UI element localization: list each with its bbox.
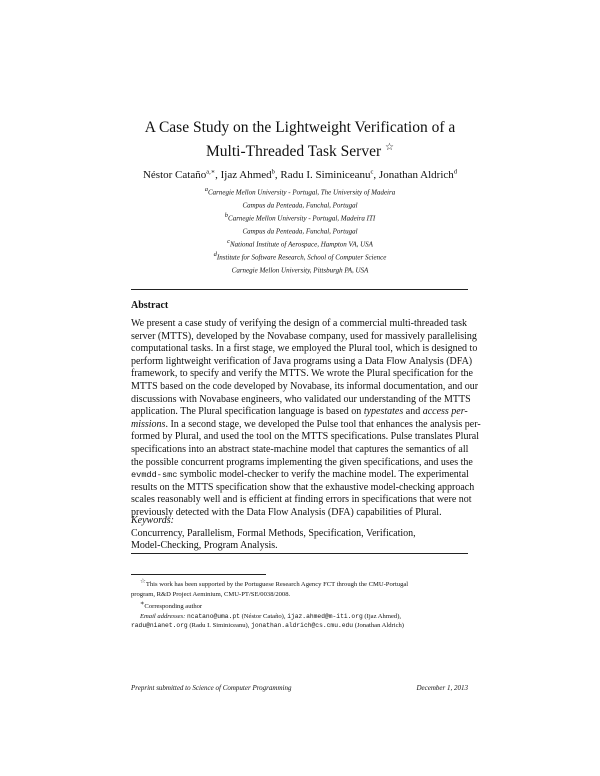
keywords-block: [131, 515, 468, 553]
abstract-text: discussions with Novabase engineers, who validated our understanding of the MTTS: [131, 393, 471, 405]
footnote-funding: [131, 577, 468, 590]
abstract-line: [131, 406, 468, 419]
abstract-line: [131, 368, 473, 381]
abstract-line: [131, 355, 473, 369]
author: [221, 169, 281, 181]
footnote-mark: ☆: [140, 578, 146, 585]
footnote-text: This work has been supported by the Portuguese Research Agency FCT through the CMU-Portugal: [145, 581, 409, 589]
affiliation-text: Carnegie Mellon University - Portugal, Madeira ITI: [228, 214, 376, 223]
abstract-text: MTTS based on the code developed by Novabase, its informal documentation, and our: [131, 380, 479, 392]
affiliation-text: Institute for Software Research, School of Computer Science: [216, 252, 387, 261]
email-owner: (Radu I. Siminiceanu),: [189, 622, 250, 630]
footnote-emails-cont: [131, 621, 468, 631]
abstract-line: [131, 481, 475, 495]
keywords-line: Concurrency, Parallelism, Formal Methods, Specification, Verification,: [131, 527, 416, 539]
abstract-text: server (MTTS), developed by the Novabase company, used for massively parallelising: [131, 330, 477, 342]
abstract-heading: Abstract: [131, 300, 169, 311]
abstract-text: application. The Plural specification language is based on: [131, 406, 364, 418]
affiliation-line: [0, 263, 600, 276]
affiliation-text: Campus da Penteada, Funchal, Portugal: [242, 227, 358, 236]
affiliations: [0, 185, 600, 275]
abstract-text: previously detected with the Data Flow Analysis (DFA) capabilities of Plural.: [131, 506, 442, 518]
abstract-text: symbolic model-checker to verify the machine model. The experimental: [177, 469, 469, 481]
footnote-emails: [131, 612, 468, 622]
affiliation-mark: b: [224, 211, 229, 219]
email-owner: (Jonathan Aldrich): [354, 622, 405, 630]
title-line-2-text: Multi-Threaded Task Server: [206, 143, 382, 161]
email-owner: (Néstor Cataño),: [241, 612, 286, 620]
keywords-heading: Keywords:: [131, 515, 174, 526]
affiliation-mark: d: [213, 250, 217, 258]
title-line-1: A Case Study on the Lightweight Verification of a: [144, 119, 456, 136]
affiliation-text: Carnegie Mellon University, Pittsburgh PA, USA: [231, 265, 369, 274]
footer-journal: Preprint submitted to Science of Computer Programming: [131, 684, 292, 692]
abstract-line: [131, 330, 477, 344]
affiliation-line: [0, 224, 600, 237]
author-list: [0, 167, 600, 181]
keywords-line: Model-Checking, Program Analysis.: [131, 540, 278, 552]
footer-date: December 1, 2013: [416, 684, 468, 692]
author-affiliation-mark: a,∗: [206, 168, 216, 175]
abstract-body: [131, 318, 481, 520]
abstract-tool-name: evmdd-smc: [131, 470, 178, 481]
author: [379, 169, 457, 181]
abstract-text: formed by Plural, and used the tool on the MTTS specifications. Pulse translates Plural: [131, 431, 479, 443]
abstract-text: computational tasks. In a first stage, we employed the Plural tool, which is designed to: [131, 343, 478, 355]
abstract-text: framework, to specify and verify the MTTS. We wrote the Plural specification for the: [131, 368, 473, 380]
author: [280, 169, 379, 181]
affiliation-text: Carnegie Mellon University - Portugal, The University of Madeira: [208, 188, 396, 197]
affiliation-line: [0, 250, 600, 263]
author-affiliation-mark: b: [271, 168, 275, 175]
email-link[interactable]: radu@nianet.org: [131, 622, 188, 630]
abstract-bottom-rule: [131, 553, 468, 554]
affiliation-line: [0, 185, 600, 198]
email-link[interactable]: ncatano@uma.pt: [187, 612, 240, 620]
footnote-mark: ∗: [140, 600, 145, 608]
abstract-top-rule: [131, 289, 468, 290]
footnote-corresponding: [131, 599, 468, 612]
abstract-text: scales reasonably well and is efficient at finding errors in specifications that were not: [131, 494, 472, 506]
abstract-emphasis-missions: missions: [131, 418, 166, 430]
abstract-line: [131, 380, 479, 394]
email-label: Email addresses:: [140, 612, 186, 620]
footnotes: [131, 577, 468, 631]
abstract-text: results on the MTTS specification show that the exhaustive model-checking approach: [131, 481, 475, 493]
footnote-text: Corresponding author: [144, 603, 203, 611]
abstract-line: [131, 418, 481, 432]
abstract-text: specifications into an abstract state-machine model that captures the semantics of all: [131, 443, 469, 455]
affiliation-line: [0, 211, 600, 224]
abstract-line: [131, 393, 471, 407]
author-name: Radu I. Siminiceanu: [280, 168, 371, 181]
abstract-line: [131, 431, 479, 444]
title-line-2: [0, 138, 600, 162]
paper-title: [0, 118, 600, 162]
abstract-emphasis-typestates: typestates: [363, 406, 404, 418]
author-separator: ,: [215, 168, 221, 181]
author: [143, 169, 221, 181]
abstract-text: perform lightweight verification of Java programs using a Data Flow Analysis (DFA): [131, 355, 473, 367]
author-separator: ,: [274, 168, 281, 181]
abstract-line: [131, 456, 473, 470]
abstract-text: the possible concurrent programs implementing the given specifications, and uses the: [131, 456, 473, 468]
abstract-text: . In a second stage, we developed the Pulse tool that enhances the analysis per-: [165, 418, 481, 430]
abstract-text: We present a case study of verifying the design of a commercial multi-threaded task: [131, 318, 468, 329]
title-footnote-mark: ☆: [385, 142, 394, 153]
email-owner: (Ijaz Ahmed),: [364, 612, 402, 620]
affiliation-text: National Institute of Aerospace, Hampton VA, USA: [229, 240, 373, 249]
abstract-line: [131, 469, 468, 482]
abstract-line: [131, 318, 468, 331]
abstract-text: and: [403, 406, 423, 418]
affiliation-line: [0, 237, 600, 250]
footnote-funding-cont: program, R&D Project Aeminium, CMU-PT/SE/0038/2008.: [131, 590, 291, 598]
affiliation-mark: c: [227, 237, 230, 245]
author-affiliation-mark: d: [453, 168, 458, 175]
affiliation-text: Campus da Penteada, Funchal, Portugal: [242, 201, 358, 210]
abstract-line: [131, 494, 472, 507]
abstract-line: [131, 343, 478, 356]
abstract-emphasis-access-permissions: access per-: [422, 406, 468, 418]
affiliation-mark: a: [204, 186, 208, 193]
footnote-rule: [131, 574, 266, 575]
abstract-line: [131, 444, 468, 457]
author-affiliation-mark: c: [370, 168, 374, 175]
author-name: Néstor Cataño: [142, 168, 207, 181]
affiliation-line: [0, 198, 600, 211]
author-separator: ,: [373, 168, 379, 181]
author-name: Ijaz Ahmed: [220, 168, 272, 181]
email-link[interactable]: ijaz.ahmed@m-iti.org: [287, 612, 363, 620]
email-link[interactable]: jonathan.aldrich@cs.cmu.edu: [251, 622, 354, 630]
author-name: Jonathan Aldrich: [378, 168, 454, 181]
